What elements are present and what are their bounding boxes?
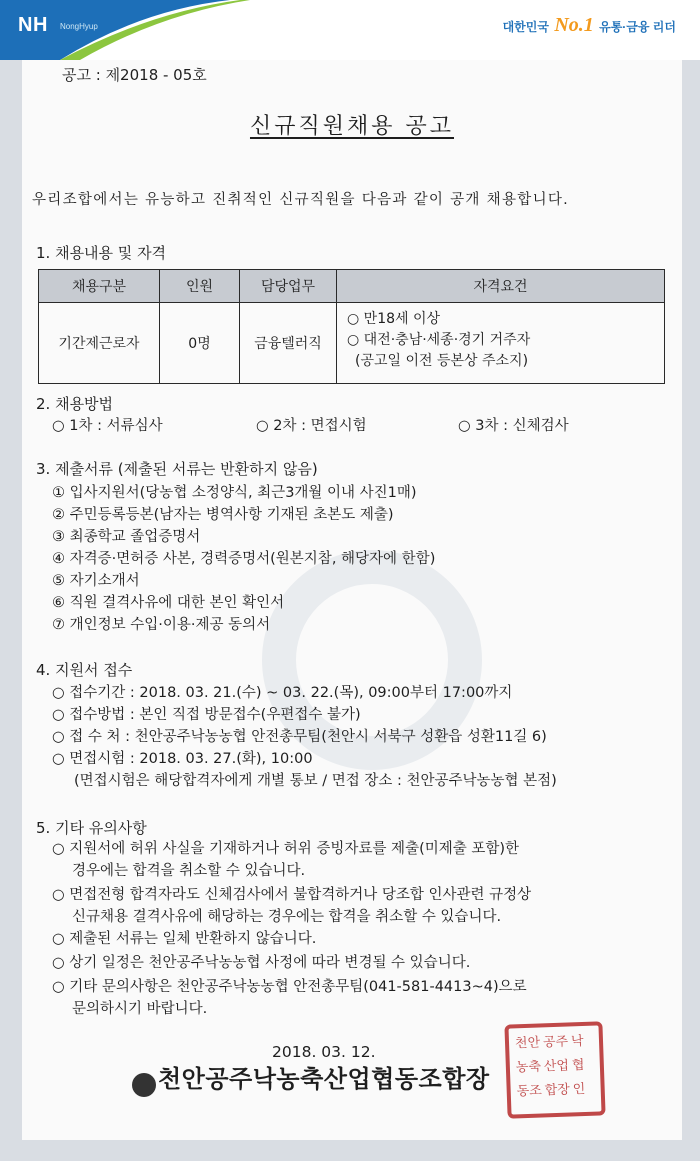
org-emblem-icon	[132, 1073, 156, 1097]
slogan-prefix: 대한민국	[502, 20, 549, 34]
list-item: ○ 면접시험 : 2018. 03. 27.(화), 10:00	[52, 751, 313, 767]
site-header	[0, 0, 700, 60]
nh-logo-text: NH	[18, 14, 48, 36]
step-item: ○ 1차 : 서류심사	[52, 418, 163, 434]
section4-heading: 4. 지원서 접수	[36, 661, 133, 679]
list-item: 신규채용 결격사유에 해당하는 경우에는 합격을 취소할 수 있습니다.	[72, 909, 502, 925]
jobs-table	[38, 269, 665, 384]
table-row	[39, 303, 665, 384]
list-item: ○ 지원서에 허위 사실을 기재하거나 허위 증빙자료를 제출(미제출 포함)한	[52, 841, 520, 857]
organization-name: 천안공주낙농축산업협동조합장	[158, 1065, 490, 1093]
list-item: ③ 최종학교 졸업증명서	[52, 529, 201, 545]
issue-date: 2018. 03. 12.	[272, 1043, 376, 1061]
col-header: 자격요건	[337, 270, 665, 303]
intro-text: 우리조합에서는 유능하고 진취적인 신규직원을 다음과 같이 공개 채용합니다.	[32, 192, 570, 208]
col-header: 담당업무	[240, 270, 337, 303]
list-item: ○ 접 수 처 : 천안공주낙농농협 안전총무팀(천안시 서북구 성환읍 성환11길 6)	[52, 729, 547, 745]
list-item: ② 주민등록등본(남자는 병역사항 기재된 초본도 제출)	[52, 507, 394, 523]
page-title	[22, 114, 682, 139]
list-item: ○ 면접전형 합격자라도 신체검사에서 불합격하거나 당조합 인사관련 규정상	[52, 887, 532, 903]
list-item: 문의하시기 바랍니다.	[72, 1001, 208, 1017]
cell-requirements	[337, 303, 665, 384]
step-item: ○ 3차 : 신체검사	[458, 418, 569, 434]
slogan-suffix: 유통·금융 리더	[599, 20, 676, 34]
cell-count: 0명	[160, 303, 240, 384]
requirement-item: ○ 대전·충남·세종·경기 거주자	[347, 332, 531, 348]
table-header-row	[39, 270, 665, 303]
list-item: ○ 접수기간 : 2018. 03. 21.(수) ~ 03. 22.(목), 09:00부터 17:00까지	[52, 685, 513, 701]
section1-heading: 1. 채용내용 및 자격	[36, 244, 167, 262]
list-item: ○ 제출된 서류는 일체 반환하지 않습니다.	[52, 931, 317, 947]
title-text: 신규직원채용 공고	[249, 114, 454, 139]
notice-document	[22, 60, 682, 1140]
list-item: ○ 기타 문의사항은 천안공주낙농농협 안전총무팀(041-581-4413~4)으로	[52, 979, 527, 995]
nh-logo-subtext: NongHyup	[60, 22, 98, 31]
section2-heading: 2. 채용방법	[36, 395, 114, 413]
list-item: ○ 접수방법 : 본인 직접 방문접수(우편접수 불가)	[52, 707, 361, 723]
notice-number: 공고 : 제2018 - 05호	[62, 66, 207, 84]
list-item: 경우에는 합격을 취소할 수 있습니다.	[72, 863, 306, 879]
requirement-item: (공고일 이전 등본상 주소지)	[355, 353, 529, 369]
col-header: 채용구분	[39, 270, 160, 303]
requirement-item: ○ 만18세 이상	[347, 311, 441, 327]
col-header: 인원	[160, 270, 240, 303]
cell-type: 기간제근로자	[39, 303, 160, 384]
cell-duty: 금융텔러직	[240, 303, 337, 384]
slogan	[503, 14, 676, 37]
list-item: ⑥ 직원 결격사유에 대한 본인 확인서	[52, 595, 285, 611]
list-item: ① 입사지원서(당농협 소정양식, 최근3개월 이내 사진1매)	[52, 485, 417, 501]
slogan-no1: No.1	[554, 14, 594, 36]
section5-heading: 5. 기타 유의사항	[36, 819, 147, 837]
list-item: ⑦ 개인정보 수입·이용·제공 동의서	[52, 617, 271, 633]
list-item: ⑤ 자기소개서	[52, 573, 140, 589]
section3-heading: 3. 제출서류 (제출된 서류는 반환하지 않음)	[36, 460, 318, 478]
step-item: ○ 2차 : 면접시험	[256, 418, 367, 434]
official-seal-stamp: 천안 공주 낙 농축 산업 협 동조 합장 인	[504, 1021, 605, 1118]
list-item: (면접시험은 해당합격자에게 개별 통보 / 면접 장소 : 천안공주낙농농협 본점)	[74, 773, 557, 789]
list-item: ④ 자격증·면허증 사본, 경력증명서(원본지참, 해당자에 한함)	[52, 551, 436, 567]
list-item: ○ 상기 일정은 천안공주낙농농협 사정에 따라 변경될 수 있습니다.	[52, 955, 471, 971]
